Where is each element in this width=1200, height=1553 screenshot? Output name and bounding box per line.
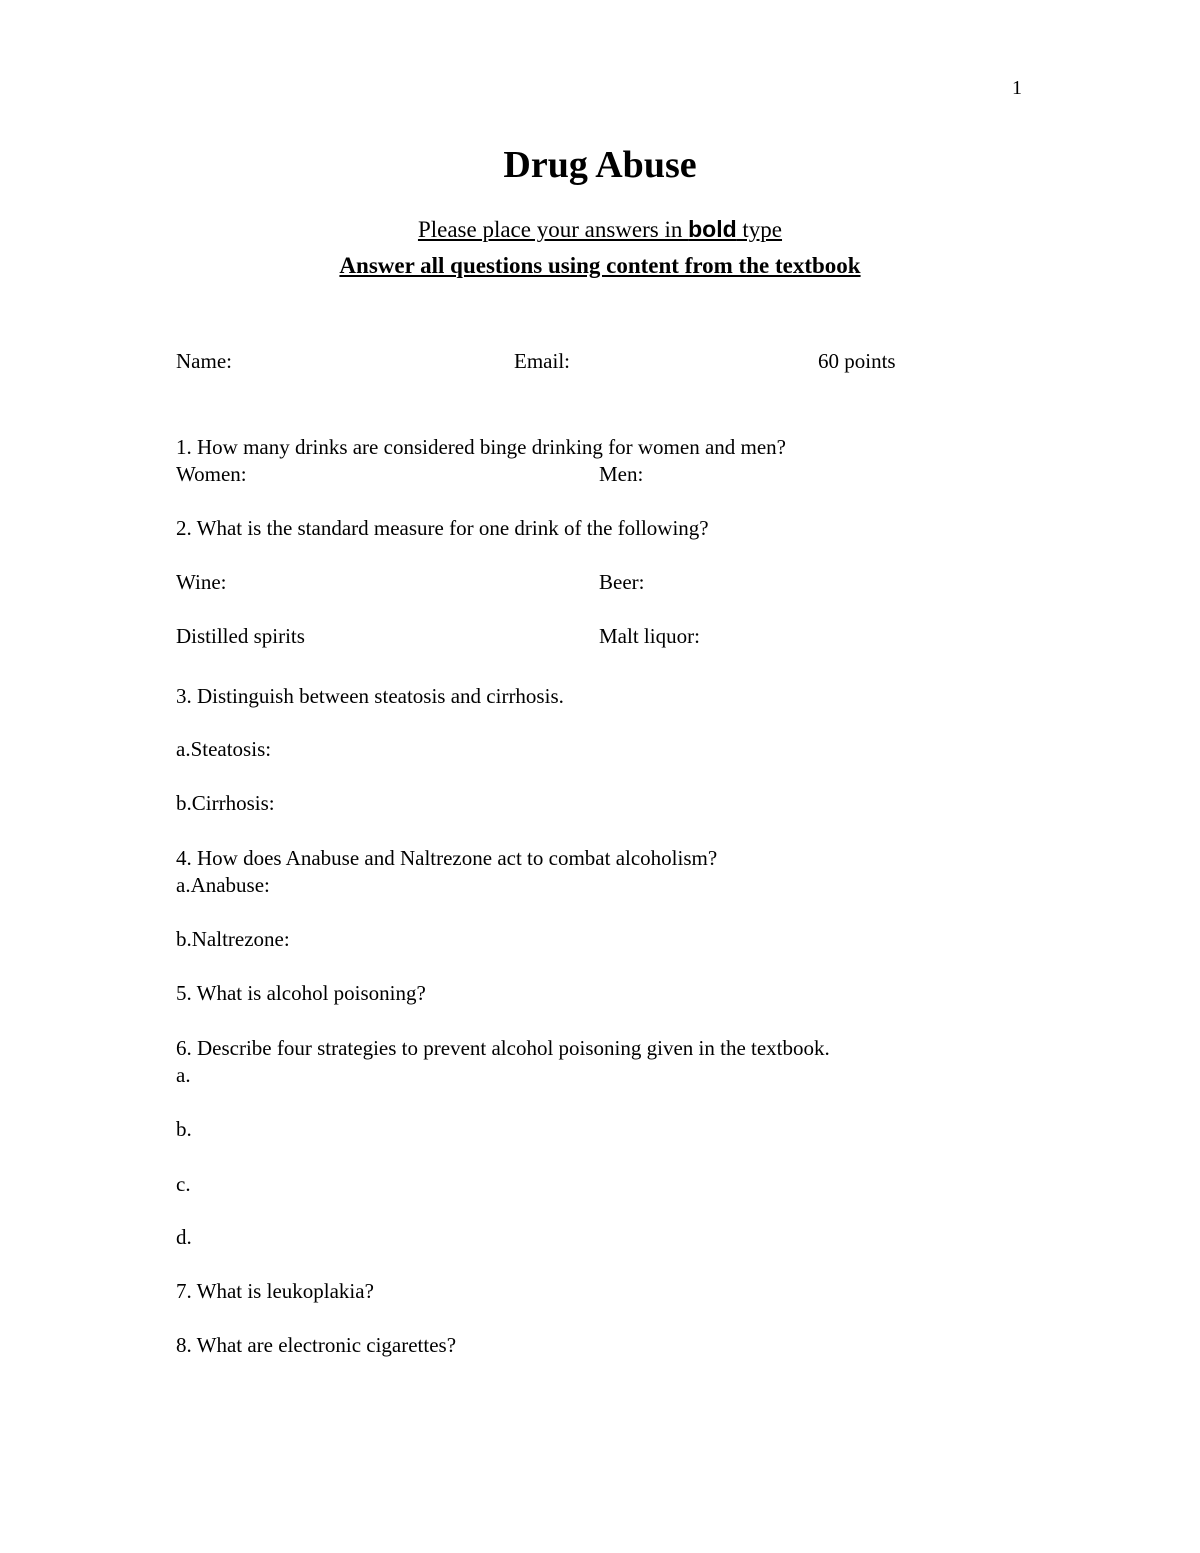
instruction-text-before: Please place your answers in <box>417 217 689 242</box>
instruction-bold-answers <box>0 218 1200 241</box>
q2-wine-label: Wine: <box>176 570 227 594</box>
q4-a-label: a.Anabuse: <box>176 873 270 897</box>
instruction-use-textbook: Answer all questions using content from the textbook <box>339 253 861 278</box>
q2-beer-label: Beer: <box>599 570 645 594</box>
document-title: Drug Abuse <box>503 144 697 186</box>
question-8: 8. What are electronic cigarettes? <box>176 1333 457 1357</box>
points-label: 60 points <box>818 349 896 373</box>
instruction-text-after: type <box>736 217 783 242</box>
question-2: 2. What is the standard measure for one drink of the following? <box>176 516 709 540</box>
question-7: 7. What is leukoplakia? <box>176 1279 374 1303</box>
question-1: 1. How many drinks are considered binge drinking for women and men? <box>176 435 787 459</box>
q6-a-label: a. <box>176 1063 191 1087</box>
page-number: 1 <box>1012 77 1022 99</box>
question-3: 3. Distinguish between steatosis and cirrhosis. <box>176 684 564 708</box>
q3-b-label: b.Cirrhosis: <box>176 791 275 815</box>
question-4: 4. How does Anabuse and Naltrezone act to combat alcoholism? <box>176 846 718 870</box>
q2-spirits-label: Distilled spirits <box>176 624 305 648</box>
question-5: 5. What is alcohol poisoning? <box>176 981 426 1005</box>
q2-malt-label: Malt liquor: <box>599 624 700 648</box>
q1-women-label: Women: <box>176 462 247 486</box>
instruction-bold-word: bold <box>688 216 737 242</box>
q4-b-label: b.Naltrezone: <box>176 927 290 951</box>
q6-d-label: d. <box>176 1225 192 1249</box>
q6-b-label: b. <box>176 1117 192 1141</box>
q6-c-label: c. <box>176 1172 191 1196</box>
q1-men-label: Men: <box>599 462 644 486</box>
question-6: 6. Describe four strategies to prevent alcohol poisoning given in the textbook. <box>176 1036 830 1060</box>
name-label: Name: <box>176 349 232 373</box>
email-label: Email: <box>514 349 570 373</box>
q3-a-label: a.Steatosis: <box>176 737 272 761</box>
